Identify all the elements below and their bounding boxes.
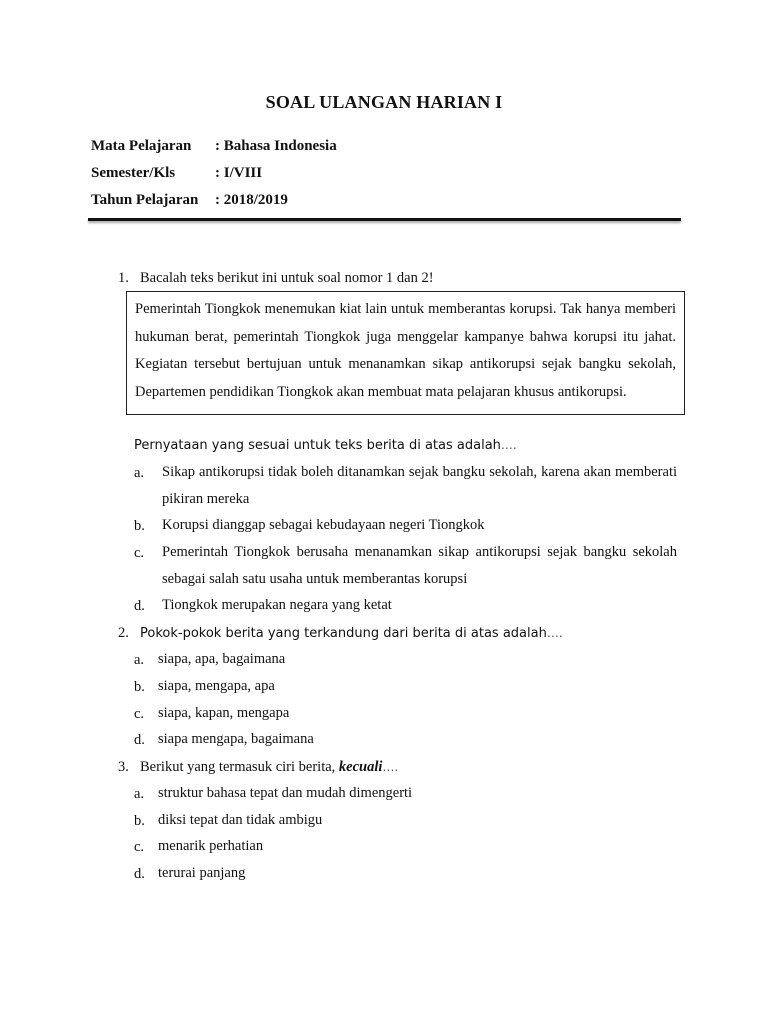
q1-question-text: Pernyataan yang sesuai untuk teks berita di atas adalah xyxy=(134,438,501,453)
year-row xyxy=(91,190,337,217)
q1-option-d-letter: d. xyxy=(134,598,145,614)
q2-option-d-letter: d. xyxy=(134,732,145,748)
q3-option-c-text: menarik perhatian xyxy=(158,838,264,854)
q1-dots: …. xyxy=(500,438,517,452)
year-value: : 2018/2019 xyxy=(215,192,288,208)
q3-emphasis: kecuali xyxy=(338,759,383,775)
year-label: Tahun Pelajaran xyxy=(91,192,199,208)
q3-question-text: Berikut yang termasuk ciri berita, xyxy=(140,759,336,775)
q2-option-c-letter: c. xyxy=(134,706,145,722)
exam-info xyxy=(91,136,337,217)
q1-option-a-letter: a. xyxy=(134,465,145,481)
q1-option-b-text: Korupsi dianggap sebagai kebudayaan negeri Tiongkok xyxy=(162,517,485,533)
q3-dots: …. xyxy=(382,760,399,774)
q3-option-b-text: diksi tepat dan tidak ambigu xyxy=(158,812,323,828)
q2-number: 2. xyxy=(118,625,129,641)
q3-question xyxy=(140,759,398,776)
q2-question xyxy=(140,625,563,642)
q2-question-text: Pokok-pokok berita yang terkandung dari berita di atas adalah xyxy=(140,626,547,641)
q2-option-b-text: siapa, mengapa, apa xyxy=(158,678,275,694)
q1-question xyxy=(134,437,517,454)
q3-option-b-letter: b. xyxy=(134,813,145,829)
semester-value: : I/VIII xyxy=(215,165,263,181)
q3-option-d-letter: d. xyxy=(134,866,145,882)
subject-row xyxy=(91,136,337,163)
q1-option-c-text: Pemerintah Tiongkok berusaha menanamkan sikap antikorupsi sejak bangku sekolah sebagai salah satu usaha untuk memberantas korupsi xyxy=(162,544,677,587)
q3-option-c-letter: c. xyxy=(134,839,145,855)
q2-option-a-text: siapa, apa, bagaimana xyxy=(158,651,286,667)
q3-option-d-text: terurai panjang xyxy=(158,865,246,881)
subject-value: : Bahasa Indonesia xyxy=(215,138,337,154)
subject-label: Mata Pelajaran xyxy=(91,138,192,154)
q1-number: 1. xyxy=(118,270,129,286)
news-passage-box: Pemerintah Tiongkok menemukan kiat lain untuk memberantas korupsi. Tak hanya memberi hukuman berat, pemerintah Tiongkok juga menggelar kampanye bahwa korupsi itu jahat. Kegiatan tersebut bertujuan untuk menanamkan sikap antikorupsi sejak bangku sekolah, Departemen pendidikan Tiongkok akan membuat mata pelajaran khusus antikorupsi. xyxy=(126,291,685,415)
semester-row xyxy=(91,163,337,190)
q2-option-d-text: siapa mengapa, bagaimana xyxy=(158,731,314,747)
q2-dots: …. xyxy=(546,626,563,640)
q1-option-d-text: Tiongkok merupakan negara yang ketat xyxy=(162,597,392,613)
q2-option-c-text: siapa, kapan, mengapa xyxy=(158,705,290,721)
q1-option-c-letter: c. xyxy=(134,545,145,561)
semester-label: Semester/Kls xyxy=(91,165,176,181)
q2-option-b-letter: b. xyxy=(134,679,145,695)
q3-option-a-letter: a. xyxy=(134,786,145,802)
header-divider xyxy=(88,218,681,221)
q1-instruction: Bacalah teks berikut ini untuk soal nomor 1 dan 2! xyxy=(140,270,434,286)
q1-option-b-letter: b. xyxy=(134,518,145,534)
page-title: SOAL ULANGAN HARIAN I xyxy=(265,92,503,112)
q3-option-a-text: struktur bahasa tepat dan mudah dimengerti xyxy=(158,785,413,801)
q1-option-a-text: Sikap antikorupsi tidak boleh ditanamkan sejak bangku sekolah, karena akan memberati pikiran mereka xyxy=(162,464,677,507)
q2-option-a-letter: a. xyxy=(134,652,145,668)
q3-number: 3. xyxy=(118,759,129,775)
